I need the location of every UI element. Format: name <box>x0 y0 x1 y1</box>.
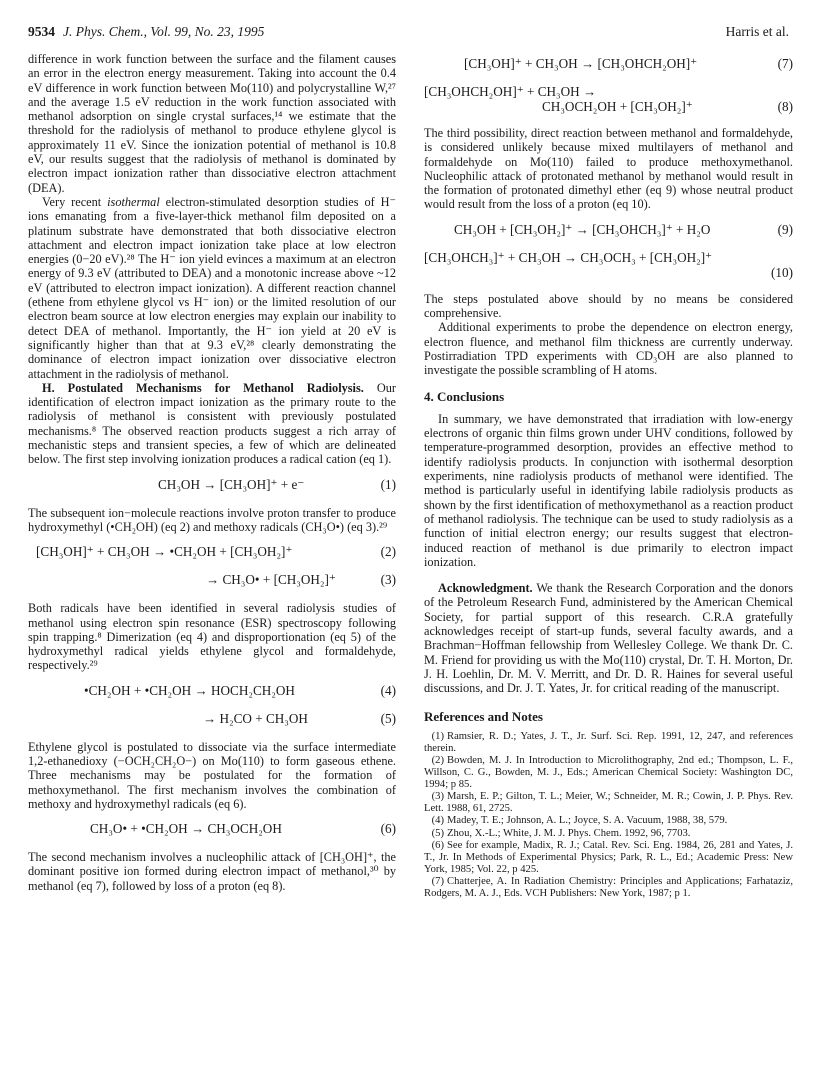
equation-8: [CH₃OHCH₂OH]⁺ + CH₃OH → CH₃OCH₂OH + [CH₃OH₂]⁺ (8) <box>424 84 793 114</box>
equation-9: CH₃OH + [CH₃OH₂]⁺ → [CH₃OHCH₃]⁺ + H₂O (9) <box>454 221 793 237</box>
equation-2: [CH₃OH]⁺ + CH₃OH → •CH₂OH + [CH₃OH₂]⁺ (2) <box>36 544 396 560</box>
left-column <box>28 52 396 893</box>
reference-item: (6) See for example, Madix, R. J.; Catal. Rev. Sci. Eng. 1984, 26, 281 and Yates, J. T., Jr. In Methods of Experimental Physics; Park, R. L., Ed.; Academic Press: New York, 1985; Vol. 22, p 425. <box>424 839 793 875</box>
paragraph: The second mechanism involves a nucleophilic attack of [CH₃OH]⁺, the dominant positive ion formed during electron impact of methanol,³⁰ by methanol (eq 7), followed by loss of a proton (eq 8). <box>28 850 396 893</box>
paragraph: Very recent isothermal electron-stimulated desorption studies of H⁻ ions emanating from a five-layer-thick methanol film deposited on a platinum substrate have demonstrated that both dissociative electron attachment and electron impact ionization take place at low electron energies (0−20 eV).²⁸ The H⁻ ion yield evinces a maximum at an electron energy of 9.3 eV (attributed to DEA) and a monotonic increase above ~12 eV (attributed to electron impact ionization). A different reaction channel (ethene from ethylene glycol vs H⁻ ion) or the limited resolution of our electron beam source at low electron energies may explain our inability to detect DEA of methanol. Importantly, the H⁻ ion yield at 20 eV is significantly higher than that at 9.3 eV,²⁸ clearly demonstrating the dominance of electron impact ionization over dissociative electron attachment in the radiolysis of methanol. <box>28 194 397 381</box>
reference-item: (3) Marsh, E. P.; Gilton, T. L.; Meier, W.; Schneider, M. R.; Cowin, J. P. Phys. Rev. Lett. 1988, 61, 2725. <box>424 791 793 815</box>
section-heading: 4. Conclusions <box>424 388 505 404</box>
equation-7: [CH₃OH]⁺ + CH₃OH → [CH₃OHCH₂OH]⁺ (7) <box>464 56 793 71</box>
acknowledgment-label: Acknowledgment. <box>438 581 533 596</box>
acknowledgment: Acknowledgment. We thank the Research Corporation and the donors of the Petroleum Research Fund, administered by the American Chemical Society, for partial support of this research. C.R.A gratefully acknowledges receipt of start-up funds, several faculty awards, and a Brachman−Hoffman fellowship from Wellesley College. We thank Dr. C. M. Friend for providing us with the Mo(110) crystal, Dr. T. H. Morton, Dr. J. H. Loehlin, Dr. M. V. Merritt, and Dr. D. R. Haines for several useful discussions, and Dr. J. T. Yates, Jr. for critical reading of the manuscript. <box>424 581 793 696</box>
equation-1: CH₃OH → [CH₃OH]⁺ + e⁻ (1) <box>158 476 396 492</box>
reference-item: (7) Chatterjee, A. In Radiation Chemistry: Principles and Applications; Farhataziz, Rodgers, M. A. J., Eds. VCH Publishers: New York, 1987; p 1. <box>424 875 793 900</box>
paragraph: Both radicals have been identified in several radiolysis studies of methanol using electron spin resonance (ESR) spectroscopy following spin trapping.⁸ Dimerization (eq 4) and disproportionation (eq 5) of the hydroxymethyl radical yields ethylene glycol and formaldehyde, respectively.²⁹ <box>28 601 396 673</box>
paragraph: difference in work function between the surface and the filament causes an error in the electron energy measurement. Taking into account the 0.4 eV difference in work function between Mo(110) and polycrystalline W,²⁷ and the average 1.5 eV reduction in the work function associated with methanol adsorption on single crystal surfaces,¹⁴ we estimate that the threshold for the radiolysis of methanol to produce ethylene glycol is approximately 11 eV. Since the ionization potential of methanol is 10.8 eV, our results suggest that the radiolysis of methanol is dominated by electron impact ionization rather than dissociative electron attachment (DEA). <box>28 52 396 195</box>
running-header-left <box>28 24 264 40</box>
equation-number: (4) <box>380 682 396 698</box>
paragraph: Ethylene glycol is postulated to dissociate via the surface intermediate 1,2-ethanedioxy (−OCH₂CH₂O−) on Mo(110) to form gaseous ethene. Three mechanisms may be postulated for the formation of methoxymethanol. The first mechanism involves the combination of methoxy and hydroxymethyl radicals (eq 6). <box>28 739 396 811</box>
paragraph: In summary, we have demonstrated that irradiation with low-energy electrons of organic thin films grown under UHV conditions, followed by temperature-programmed desorption, provides an effective method to identify radiolysis products. In conjunction with isothermal desorption experiments, nine radiolysis products of methanol were identified. The method is particularly useful in identifying labile radiolysis products as shown by the first identification of methoxymethanol as a reaction product of methanol radiolysis. The technique can be used to study radiolysis as a function of initial electron energy; our results suggest that electron-induced reaction of methanol is due primarily to electron impact ionization. <box>424 411 793 569</box>
equation-number: (7) <box>777 56 793 71</box>
equation-3: → CH₃O• + [CH₃OH₂]⁺ (3) <box>206 572 396 588</box>
equation-4: •CH₂OH + •CH₂OH → HOCH₂CH₂OH (4) <box>84 682 396 698</box>
paragraph: Additional experiments to probe the dependence on electron energy, electron fluence, and methanol film thickness are currently underway. Postirradiation TPD experiments with CD₃OH are also planned to investigate the possible scrambling of H atoms. <box>424 320 793 378</box>
equation-number: (1) <box>380 476 396 492</box>
equation-number: (2) <box>380 544 396 560</box>
paragraph: The subsequent ion−molecule reactions involve proton transfer to produce hydroxymethyl (•CH₂OH) (eq 2) and methoxy radicals (CH₃O•) (eq 3).²⁹ <box>28 505 396 534</box>
reference-item: (2) Bowden, M. J. In Introduction to Microlithography, 2nd ed.; Thompson, L. F., Willson, C. G., Bowden, M. J., Eds.; American Chemical Society: Washington DC, 1994; p 85. <box>424 754 793 791</box>
references-heading: References and Notes <box>424 708 543 724</box>
reference-item: (4) Madey, T. E.; Johnson, A. L.; Joyce, S. A. Vacuum, 1988, 38, 579. <box>431 815 728 827</box>
equation-number: (6) <box>380 821 396 837</box>
reference-item: (1) Ramsier, R. D.; Yates, J. T., Jr. Surf. Sci. Rep. 1991, 12, 247, and references therein. <box>424 730 793 754</box>
reference-list <box>424 731 793 900</box>
equation-5: → H₂CO + CH₃OH (5) <box>203 710 396 726</box>
equation-number: (5) <box>380 710 396 726</box>
paragraph: The steps postulated above should by no means be considered comprehensive. <box>424 291 793 321</box>
equation-number: (8) <box>777 99 793 114</box>
equation-number: (9) <box>777 221 793 237</box>
equation-6: CH₃O• + •CH₂OH → CH₃OCH₂OH (6) <box>90 821 396 837</box>
paragraph: H. Postulated Mechanisms for Methanol Radiolysis. Our identification of electron impact ionization as the primary route to the radiolysis of methanol is consistent with previously postulated mechanisms.⁸ The observed reaction products suggest a rich array of mechanistic steps and transient species, a few of which are delineated below. The first step involving ionization produces a radical cation (eq 1). <box>28 380 397 467</box>
right-column <box>424 52 793 900</box>
journal-citation: J. Phys. Chem., Vol. 99, No. 23, 1995 <box>63 24 265 39</box>
emphasis: isothermal <box>107 194 160 209</box>
equation-number: (3) <box>380 572 396 588</box>
paragraph: The third possibility, direct reaction between methanol and formaldehyde, is considered unlikely because mixed multilayers of methanol and formaldehyde on Mo(110) failed to produce methoxymethanol. Nucleophilic attack of protonated methanol by methanol would result in the formation of protonated dimethyl ether (eq 9) whose neutral product would result from the loss of a proton (eq 10). <box>424 126 793 212</box>
reference-item: (5) Zhou, X.-L.; White, J. M. J. Phys. Chem. 1992, 96, 7703. <box>431 827 691 839</box>
equation-10: [CH₃OHCH₃]⁺ + CH₃OH → CH₃OCH₃ + [CH₃OH₂]⁺ (10) <box>424 249 793 280</box>
equation-number: (10) <box>771 264 793 280</box>
subsection-heading: H. Postulated Mechanisms for Methanol Radiolysis. <box>42 380 364 395</box>
running-header-authors: Harris et al. <box>725 24 789 39</box>
page-number: 9534 <box>28 24 55 39</box>
